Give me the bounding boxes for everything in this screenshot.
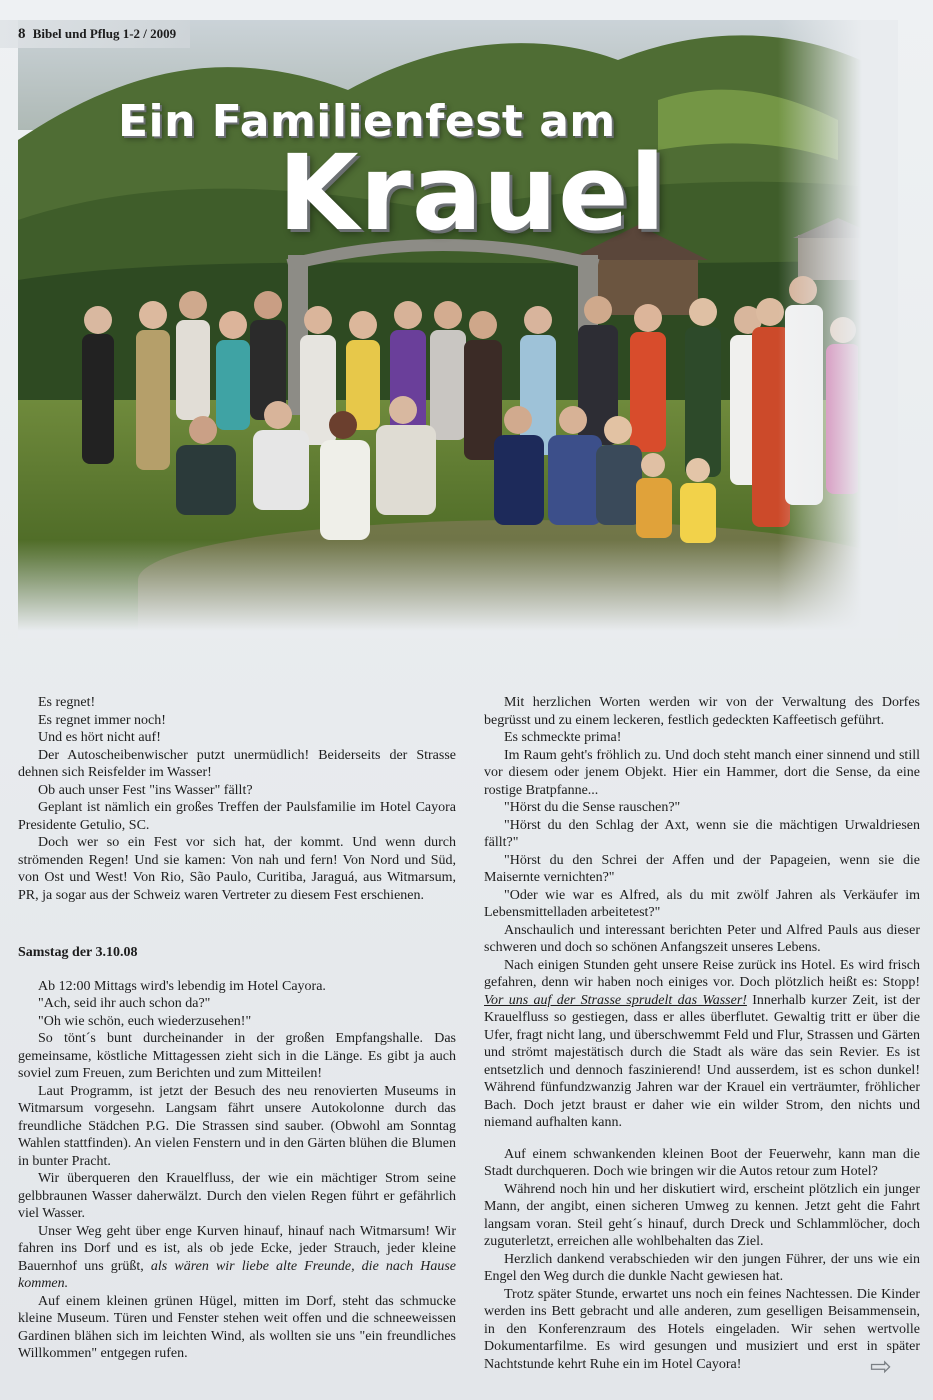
paragraph: Auf einem schwankenden kleinen Boot der Feuerwehr, kann man die Stadt durchqueren. Doch wie bringen wir die Autos retour zum Hotel? (484, 1146, 920, 1179)
paragraph: "Hörst du den Schrei der Affen und der Papageien, wenn sie die Maisernte vernichten?" (484, 852, 920, 885)
paragraph (18, 1223, 456, 1293)
article-title-line1: Ein Familienfest am (118, 96, 616, 147)
page-header (18, 26, 176, 43)
paragraph: "Oder wie war es Alfred, als du mit zwölf Jahren als Verkäufer im Lebensmittelladen arbeitetest?" (484, 887, 920, 920)
paragraph: Der Autoscheibenwischer putzt unermüdlich! Beiderseits der Strasse dehnen sich Reisfelder im Wasser! (18, 747, 456, 780)
paragraph: Anschaulich und interessant berichten Peter und Alfred Pauls aus dieser schweren und doch so schönen Anfangszeit unseres Lebens. (484, 922, 920, 955)
right-column (484, 694, 920, 1373)
paragraph: Mit herzlichen Worten werden wir von der Verwaltung des Dorfes begrüsst und zu einem leckeren, festlich gedeckten Kaffeetisch geführt. (484, 695, 920, 728)
paragraph: Es regnet! (38, 695, 96, 710)
paragraph: Laut Programm, ist jetzt der Besuch des neu renovierten Museums in Witmarsum vorgesehn. Langsam fährt unsere Autokolonne durch das freundliche Städchen P.G. Die Strassen sind sauber. (Obwohl am Sonntag Wahlen stattfinden). An vielen Fenstern und in den Gärten blühen die Blumen in bunter Pracht. (18, 1083, 456, 1169)
italic-underlined-text: Vor uns auf der Strasse sprudelt das Wasser! (484, 992, 747, 1008)
paragraph: "Hörst du den Schlag der Axt, wenn sie die mächtigen Urwaldriesen fällt?" (484, 817, 920, 850)
paragraph: Herzlich dankend verabschieden wir den jungen Führer, der uns wie ein Engel den Weg durch die dunkle Nacht gewiesen hat. (484, 1251, 920, 1284)
paragraph (484, 957, 920, 1132)
paragraph: "Oh wie schön, euch wiederzusehen!" (38, 1013, 252, 1029)
paragraph: Auf einem kleinen grünen Hügel, mitten im Dorf, steht das schmucke kleine Museum. Türen und Fenster stehen weit offen und die schneeweissen Gardinen blähen sich im leichten Wind, als wollten sie uns "ein freundliches Willkommen" entgegen rufen. (18, 1293, 456, 1361)
paragraph: Es schmeckte prima! (504, 730, 622, 745)
continue-arrow-icon: ⇨ (870, 1352, 892, 1381)
paragraph: Im Raum geht's fröhlich zu. Und doch steht manch einer sinnend und still vor diesem oder jenem Objekt. Hier ein Hammer, dort die Sense, da eine rostige Bratpfanne... (484, 747, 920, 798)
paragraph: Es regnet immer noch! (38, 712, 166, 728)
paragraph: Und es hört nicht auf! (38, 730, 161, 745)
paragraph: Ab 12:00 Mittags wird's lebendig im Hotel Cayora. (38, 978, 326, 994)
paragraph-text: Unser Weg geht über enge Kurven hinauf, hinauf nach Witmarsum! Wir fahren ins Dorf und es ist, als ob jede Ecke, jeder Strauch, jeder kleine Bauernhof uns grüßt, (18, 1223, 456, 1274)
page-number: 8 (18, 26, 26, 42)
paragraph: Doch wer so ein Fest vor sich hat, der kommt. Und wenn durch strömenden Regen! Und sie kamen: Von nah und fern! Von Nord und Süd, von Ost und West! Von Rio, São Paulo, Curitiba, Jaraguá, aus Witmarsum, PR, ja sogar aus der Schweiz waren Vertreter zu diesem Fest erschienen. (18, 835, 456, 903)
paragraph: "Ach, seid ihr auch schon da?" (38, 996, 211, 1011)
magazine-name: Bibel und Pflug 1-2 / 2009 (32, 26, 177, 41)
paragraph-text: Nach einigen Stunden geht unsere Reise zurück ins Hotel. Es wird frisch gefahren, denn wir haben noch einiges vor. Doch plötzlich heißt es: Stopp! (484, 957, 920, 990)
paragraph: Wir überqueren den Krauelfluss, der wie ein mächtiger Strom seine gelbbraunen Wasser daherwälzt. Durch den vielen Regen führt er gefährlich viel Wasser. (18, 1171, 456, 1221)
italic-text: als wären wir liebe alte Freunde, die nach Hause kommen. (18, 1258, 456, 1291)
family-group-illustration (58, 270, 858, 570)
article-title-line2: Krauel (278, 132, 667, 254)
paragraph-text: Innerhalb kurzer Zeit, ist der Krauelfluss so gestiegen, dass er alles überflutet. Gewaltig tritt er über die Ufer, fragt nicht lang, und überschwemmt Feld und Flur, Strassen und Gärten und strömt majestätisch durch die Stadt als wäre das sein Revier. Es ist entsetzlich und dennoch faszinierend! Und ausserdem, ist es schon dunkel! Während fünfundzwanzig Jahren war der Krauel ein verträumter, fröhlicher Bach. Doch jetzt braust er daher wie ein wilder Strom, den nichts und niemand aufhalten kann. (484, 992, 920, 1130)
paragraph: Geplant ist nämlich ein großes Treffen der Paulsfamilie im Hotel Cayora Presidente Getulio, SC. (18, 800, 456, 833)
paragraph: Ob auch unser Fest "ins Wasser" fällt? (38, 782, 253, 798)
paragraph: So tönt´s bunt durcheinander in der großen Empfangshalle. Das gemeinsame, köstliche Mittagessen zieht sich in die Länge. Es gibt ja auch soviel zum Freuen, zum Berichten und zum Mitteilen! (18, 1031, 456, 1081)
left-column (18, 694, 456, 1363)
paragraph: Trotz später Stunde, erwartet uns noch ein feines Nachtessen. Die Kinder werden ins Bett gebracht und alle anderen, zum geselligen Beisammensein, in den Konferenzraum des Hotels eingeladen. Wir sehen wertvolle Dokumentarfilme. Es wird gesungen und musiziert und erst in später Nachtstunde kehrt Ruhe ein im Hotel Cayora! (484, 1286, 920, 1372)
paragraph: "Hörst du die Sense rauschen?" (504, 800, 681, 815)
paragraph: Während noch hin und her diskutiert wird, erscheint plötzlich ein junger Mann, der angibt, einen sicheren Umweg zu kennen. Jetzt geht die Fahrt langsam voran. Steil geht´s hinauf, durch Dreck und Schlammlöcher, doch zuguterletzt, erreichen alle wohlbehalten das Ziel. (484, 1181, 920, 1249)
section-heading: Samstag der 3.10.08 (18, 945, 138, 960)
